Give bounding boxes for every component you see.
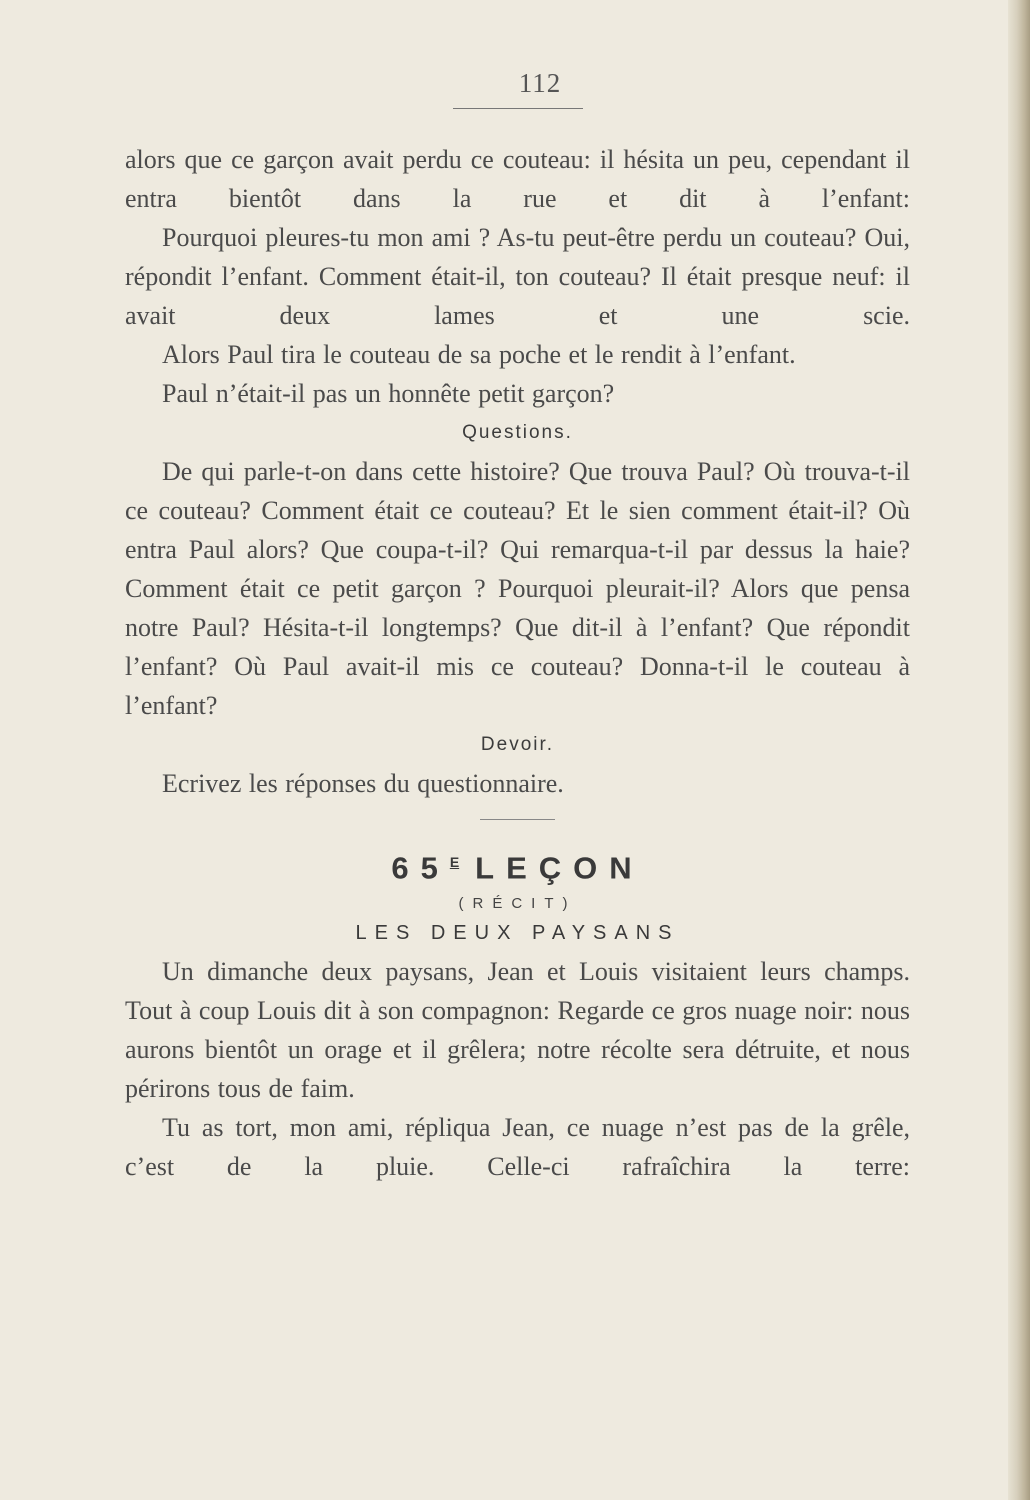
page-number-rule <box>453 108 583 109</box>
lesson-number-suffix: E <box>449 854 460 870</box>
devoir-heading: Devoir. <box>480 734 555 755</box>
story-paragraph: Tu as tort, mon ami, répliqua Jean, ce nuage n’est pas de la grêle, c’est de la pluie. Celle-ci rafraîchira la terre: <box>125 1113 910 1182</box>
paragraph: Paul n’était-il pas un honnête petit garçon? <box>162 379 615 408</box>
paragraph: Pourquoi pleures-tu mon ami ? As-tu peut-être perdu un couteau? Oui, répondit l’enfant. Comment était-il, ton couteau? Il était presque neuf: il avait deux lames et une scie. <box>125 223 910 330</box>
lesson-number: 65 <box>391 850 450 886</box>
story-title: LES DEUX PAYSANS <box>355 922 680 945</box>
story-paragraph: Un dimanche deux paysans, Jean et Louis visitaient leurs champs. Tout à coup Louis dit à son compagnon: Regarde ce gros nuage noir: nous aurons bientôt un orage et il grêlera; notre récolte sera détruite, et nous périrons tous de faim. <box>125 957 910 1104</box>
section-divider <box>480 819 555 820</box>
paragraph: alors que ce garçon avait perdu ce couteau: il hésita un peu, cependant il entra bientôt dans la rue et dit à l’enfant: <box>125 145 910 213</box>
devoir-paragraph: Ecrivez les réponses du questionnaire. <box>162 769 564 798</box>
questions-paragraph: De qui parle-t-on dans cette histoire? Que trouva Paul? Où trouva-t-il ce couteau? Comment était ce couteau? Et le sien comment était-il? Où entra Paul alors? Que coupa-t-il? Qui remarqua-t-il par dessus la haie? Comment était ce petit garçon ? Pourquoi pleurait-il? Alors que pensa notre Paul? Hésita-t-il longtemps? Que dit-il à l’enfant? Que répondit l’enfant? Où Paul avait-il mis ce couteau? Donna-t-il le couteau à l’enfant? <box>125 457 910 720</box>
lesson-word: LEÇON <box>475 850 644 886</box>
lesson-type: (RÉCIT) <box>458 895 577 913</box>
page-edge <box>1008 0 1030 1500</box>
lesson-title <box>125 842 910 888</box>
paragraph: Alors Paul tira le couteau de sa poche et le rendit à l’enfant. <box>162 340 796 369</box>
page-text <box>125 140 910 1186</box>
questions-heading: Questions. <box>462 422 573 443</box>
page-number: 112 <box>518 68 562 98</box>
